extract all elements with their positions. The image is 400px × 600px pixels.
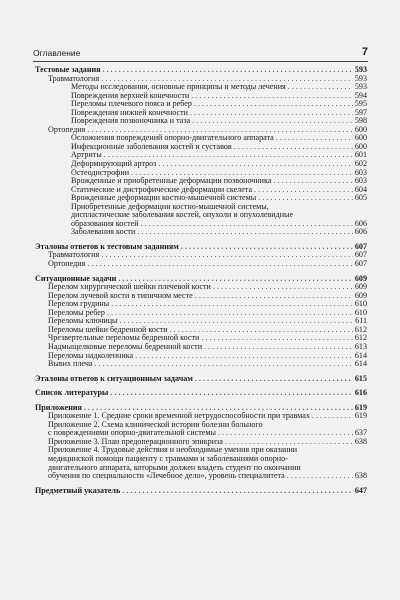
toc-entry[interactable] bbox=[35, 438, 367, 447]
toc-section-heading[interactable] bbox=[35, 389, 367, 398]
toc-entry-page: 609 bbox=[354, 290, 367, 300]
toc-entry-label: Перелом лучевой кости в типичном месте . . . bbox=[48, 292, 353, 301]
toc-entry[interactable] bbox=[35, 220, 367, 229]
toc-entry-page: 612 bbox=[354, 333, 367, 343]
toc-entry-label: Ортопедия . . . bbox=[48, 126, 353, 135]
toc-entry-label: Надмыщелковые переломы бедренной кости . . . bbox=[48, 343, 353, 352]
toc-entry-label: Повреждения нижней конечности . . . bbox=[71, 109, 353, 118]
toc-entry-page: 611 bbox=[355, 316, 367, 326]
toc-entry-page: 613 bbox=[354, 341, 367, 351]
toc-entry-page: 606 bbox=[354, 218, 367, 228]
toc-entry-page: 601 bbox=[354, 150, 367, 160]
toc-entry-label: Переломы надколенника . . . bbox=[48, 352, 353, 361]
toc-entry-page: 593 bbox=[354, 82, 367, 92]
running-header bbox=[33, 48, 368, 60]
toc-entry-page: 619 bbox=[354, 402, 367, 412]
toc-entry-label: обучения по специальности «Лечебное дело», уровень специалитета . . . bbox=[48, 472, 353, 481]
toc-entry-page: 619 bbox=[354, 411, 367, 421]
toc-entry[interactable] bbox=[35, 75, 367, 84]
toc-entry-page: 609 bbox=[354, 282, 367, 292]
toc-entry-label: Тестовые задания . . . bbox=[35, 66, 353, 75]
toc-entry-page: 609 bbox=[354, 273, 367, 283]
toc-entry-page: 638 bbox=[354, 436, 367, 446]
toc-entry-label: образования костей . . . bbox=[71, 220, 353, 229]
toc-entry-label: Чрезвертельные переломы бедренной кости . . . bbox=[48, 334, 353, 343]
toc-entry[interactable] bbox=[35, 343, 367, 352]
toc-entry-page: 614 bbox=[354, 359, 367, 369]
toc-entry-page: 615 bbox=[354, 373, 367, 383]
toc-entry-label: Переломы ключицы . . . bbox=[48, 317, 353, 326]
toc-entry-label: Переломы шейки бедренной кости . . . bbox=[48, 326, 353, 335]
toc-entry-line: Приложение 4. Трудовые действия и необходимые умения при оказании bbox=[48, 445, 298, 455]
toc-entry-page: 598 bbox=[354, 116, 367, 126]
toc-entry-line: диспластические заболевания костей, опухоли и опухолевидные bbox=[71, 210, 294, 220]
toc-entry-label: Методы исследования, основные принципы и методы лечения . . . bbox=[71, 83, 353, 92]
toc-entry-page: 610 bbox=[354, 299, 367, 309]
toc-entry[interactable] bbox=[35, 117, 367, 126]
toc-entry-label: Предметный указатель . . . bbox=[35, 487, 353, 496]
toc-entry-label: Статические и дистрофические деформации скелета . . . bbox=[71, 186, 353, 195]
toc-entry[interactable] bbox=[35, 228, 367, 237]
toc-entry[interactable] bbox=[35, 352, 367, 361]
toc-entry-label: Приложения . . . bbox=[35, 404, 353, 413]
toc-entry-line: двигательного аппарата, которыми должен владеть студент по окончании bbox=[48, 462, 301, 472]
toc-entry[interactable] bbox=[35, 143, 367, 152]
toc-entry-label: Перелом грудины . . . bbox=[48, 300, 353, 309]
toc-entry[interactable] bbox=[35, 151, 367, 160]
toc-entry-label: Приложение 1. Средние сроки временной нетрудоспособности при травмах . . . bbox=[48, 412, 353, 421]
toc-entry-label: Врожденные деформации костно-мышечной системы . . . bbox=[71, 194, 353, 203]
toc-entry-label: Вывих плеча . . . bbox=[48, 360, 353, 369]
toc-entry-page: 605 bbox=[354, 193, 367, 203]
toc-entry-page: 607 bbox=[354, 259, 367, 269]
toc-entry-page: 593 bbox=[354, 73, 367, 83]
toc-entry-label: Переломы плечевого пояса и ребер . . . bbox=[71, 100, 353, 109]
toc-entry[interactable] bbox=[35, 83, 367, 92]
toc-entry-label: Врожденные и приобретенные деформации позвоночника . . . bbox=[71, 177, 353, 186]
toc-entry-page: 600 bbox=[354, 141, 367, 151]
toc-entry[interactable] bbox=[35, 317, 367, 326]
toc-entry-label: Ситуационные задачи . . . bbox=[35, 275, 353, 284]
toc-entry[interactable] bbox=[35, 334, 367, 343]
toc-entry-page: 603 bbox=[354, 167, 367, 177]
toc-entry-page: 600 bbox=[354, 133, 367, 143]
toc-entry[interactable] bbox=[35, 360, 367, 369]
toc-entry-page: 606 bbox=[354, 227, 367, 237]
toc-entry[interactable] bbox=[35, 194, 367, 203]
toc-entry-page: 614 bbox=[354, 350, 367, 360]
toc-entry[interactable] bbox=[35, 109, 367, 118]
toc-entry[interactable] bbox=[35, 292, 367, 301]
toc-entry[interactable] bbox=[35, 186, 367, 195]
toc-entry-line: медицинской помощи пациенту с травмами и заболеваниями опорно- bbox=[48, 453, 288, 463]
toc-entry[interactable] bbox=[35, 251, 367, 260]
toc-entry-label: Список литературы . . . bbox=[35, 389, 353, 398]
toc-entry[interactable] bbox=[35, 134, 367, 143]
toc-entry-page: 612 bbox=[354, 324, 367, 334]
toc-entry[interactable] bbox=[35, 412, 367, 421]
toc-entry[interactable] bbox=[35, 260, 367, 269]
toc-entry-page: 603 bbox=[354, 176, 367, 186]
toc-entry-label: Перелом хирургической шейки плечевой кости . . . bbox=[48, 283, 353, 292]
toc-entry-page: 600 bbox=[354, 124, 367, 134]
toc-section-heading[interactable] bbox=[35, 404, 367, 413]
toc-entry-label: Остеодистрофии . . . bbox=[71, 169, 353, 178]
toc-entry-line: Приложение 2. Схема клинической истории болезни больного bbox=[48, 419, 263, 429]
toc-entry[interactable] bbox=[35, 169, 367, 178]
table-of-contents bbox=[35, 66, 367, 495]
toc-entry-page: 604 bbox=[354, 184, 367, 194]
toc-entry-page: 637 bbox=[354, 428, 367, 438]
toc-entry[interactable] bbox=[35, 326, 367, 335]
toc-entry-label: Ортопедия . . . bbox=[48, 260, 353, 269]
toc-section-heading[interactable] bbox=[35, 275, 367, 284]
toc-entry-label: Повреждения верхней конечности . . . bbox=[71, 92, 353, 101]
toc-entry[interactable] bbox=[35, 177, 367, 186]
toc-entry-page: 593 bbox=[354, 65, 367, 74]
toc-entry-label: Заболевания кости . . . bbox=[71, 228, 353, 237]
page-number: 7 bbox=[361, 46, 368, 58]
header-rule bbox=[33, 61, 368, 62]
toc-entry-label: Повреждения позвоночника и таза . . . bbox=[71, 117, 353, 126]
toc-entry[interactable] bbox=[35, 126, 367, 135]
toc-entry[interactable] bbox=[35, 283, 367, 292]
toc-entry-label: Переломы ребер . . . bbox=[48, 309, 353, 318]
toc-entry-label: Инфекционные заболевания костей и суставов . . . bbox=[71, 143, 353, 152]
toc-entry-label: Артриты . . . bbox=[71, 151, 353, 160]
toc-entry[interactable] bbox=[35, 472, 367, 481]
toc-entry-page: 638 bbox=[354, 471, 367, 481]
running-header-title: Оглавление bbox=[33, 48, 81, 58]
toc-entry[interactable] bbox=[35, 92, 367, 101]
toc-entry[interactable] bbox=[35, 300, 367, 309]
toc-entry-label: с повреждениями опорно-двигательной системы . . . bbox=[48, 429, 353, 438]
toc-entry-label: Приложение 3. План предоперационного эпикриза . . . bbox=[48, 438, 353, 447]
toc-section-heading[interactable] bbox=[35, 243, 367, 252]
toc-entry-label: Эталоны ответов к ситуационным задачам . . . bbox=[35, 375, 353, 384]
toc-entry-page: 595 bbox=[354, 99, 367, 109]
toc-entry-label: Эталоны ответов к тестовым заданиям . . . bbox=[35, 243, 353, 252]
toc-entry[interactable] bbox=[35, 429, 367, 438]
toc-entry-label: Деформирующий артроз . . . bbox=[71, 160, 353, 169]
toc-entry[interactable] bbox=[35, 100, 367, 109]
toc-section-heading[interactable] bbox=[35, 66, 367, 75]
toc-entry-page: 602 bbox=[354, 159, 367, 169]
toc-section-heading[interactable] bbox=[35, 375, 367, 384]
toc-entry-page: 594 bbox=[354, 90, 367, 100]
toc-entry-page: 610 bbox=[354, 307, 367, 317]
toc-entry[interactable] bbox=[35, 160, 367, 169]
toc-entry-page: 616 bbox=[354, 388, 367, 398]
toc-entry-label: Травматология . . . bbox=[48, 75, 353, 84]
toc-entry-page: 647 bbox=[354, 485, 367, 495]
toc-entry-line: Приобретенные деформации костно-мышечной системы, bbox=[71, 201, 269, 211]
toc-entry-label: Травматология . . . bbox=[48, 251, 353, 260]
toc-section-heading[interactable] bbox=[35, 487, 367, 496]
toc-entry-page: 597 bbox=[354, 107, 367, 117]
toc-entry-label: Осложнения повреждений опорно-двигательного аппарата . . . bbox=[71, 134, 353, 143]
toc-entry-page: 607 bbox=[354, 250, 367, 260]
toc-entry-page: 607 bbox=[354, 241, 367, 251]
toc-entry[interactable] bbox=[35, 309, 367, 318]
